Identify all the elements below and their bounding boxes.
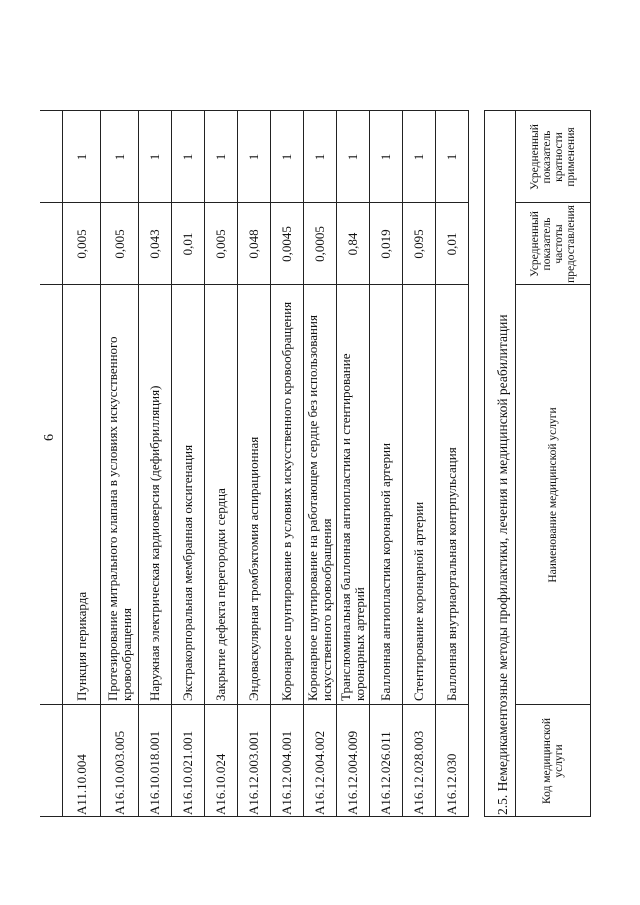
mult-cell: 1 [378,153,393,161]
mult-cell: 1 [73,153,89,161]
rule [484,111,485,817]
freq-cell: 0,019 [378,229,393,259]
mult-cell: 1 [411,153,426,161]
rule [468,111,469,817]
freq-cell: 0,043 [147,229,162,259]
freq-cell: 0,005 [111,229,127,259]
freq-cell: 0,84 [345,232,360,256]
page-number: 6 [42,434,57,441]
mult-cell: 1 [345,153,360,161]
code-cell: A16.12.030 [444,753,459,815]
name-cell: Эндоваскулярная тромбэктомия аспирационная [246,436,261,701]
mult-cell: 1 [312,153,327,161]
name-cell: Коронарное шунтирование на работающем сердце без использования искусственного кровообращения [305,315,334,701]
header-mult: Усредненный показатель кратности применения [529,124,577,190]
code-cell: A16.12.026.011 [378,731,393,815]
code-cell: A11.10.004 [73,754,89,815]
freq-cell: 0,0005 [312,226,327,262]
freq-cell: 0,048 [246,229,261,259]
header-code: Код медицинской услуги [541,718,565,804]
section-title: 2.5. Немедикаментозные методы профилактики, лечения и медицинской реабилитации [495,314,510,815]
code-cell: A16.12.004.002 [312,730,327,815]
name-cell: Пункция перикарда [73,591,89,701]
mult-cell: 1 [180,153,195,161]
code-cell: A16.10.018.001 [147,730,162,815]
rule [590,111,591,817]
code-cell: A16.10.003.005 [111,730,127,815]
mult-cell: 1 [147,153,162,161]
name-cell: Транслюминальная баллонная ангиопластика и стентирование коронарных артерий [338,353,367,701]
freq-cell: 0,005 [73,229,89,259]
mult-cell: 1 [444,153,459,161]
name-cell: Баллонная внутриаортальная контрпульсация [444,447,459,701]
name-cell: Наружная электрическая кардиоверсия (дефибрилляция) [147,385,162,701]
code-cell: A16.10.024 [213,753,228,815]
freq-cell: 0,095 [411,229,426,259]
freq-cell: 0,01 [180,232,195,256]
code-cell: A16.12.004.009 [345,730,360,815]
header-freq: Усредненный показатель частоты предоставления [529,205,577,283]
freq-cell: 0,0045 [279,226,294,262]
name-cell: Экстракорпоральная мембранная оксигенация [180,444,195,701]
name-cell: Закрытие дефекта перегородки сердца [213,488,228,701]
code-cell: A16.10.021.001 [180,730,195,815]
freq-cell: 0,005 [213,229,228,259]
name-cell: Баллонная ангиопластика коронарной артерии [378,442,393,701]
code-cell: A16.12.028.003 [411,730,426,815]
name-cell: Протезирование митрального клапана в условиях искусственного кровообращения [104,336,134,701]
mult-cell: 1 [279,153,294,161]
name-cell: Коронарное шунтирование в условиях искусственного кровообращения [279,301,294,701]
code-cell: A16.12.004.001 [279,730,294,815]
mult-cell: 1 [246,153,261,161]
name-cell: Стентирование коронарной артерии [411,501,426,701]
mult-cell: 1 [111,153,127,161]
mult-cell: 1 [213,153,228,161]
header-name: Наименование медицинской услуги [547,407,559,583]
freq-cell: 0,01 [444,232,459,256]
code-cell: A16.12.003.001 [246,730,261,815]
